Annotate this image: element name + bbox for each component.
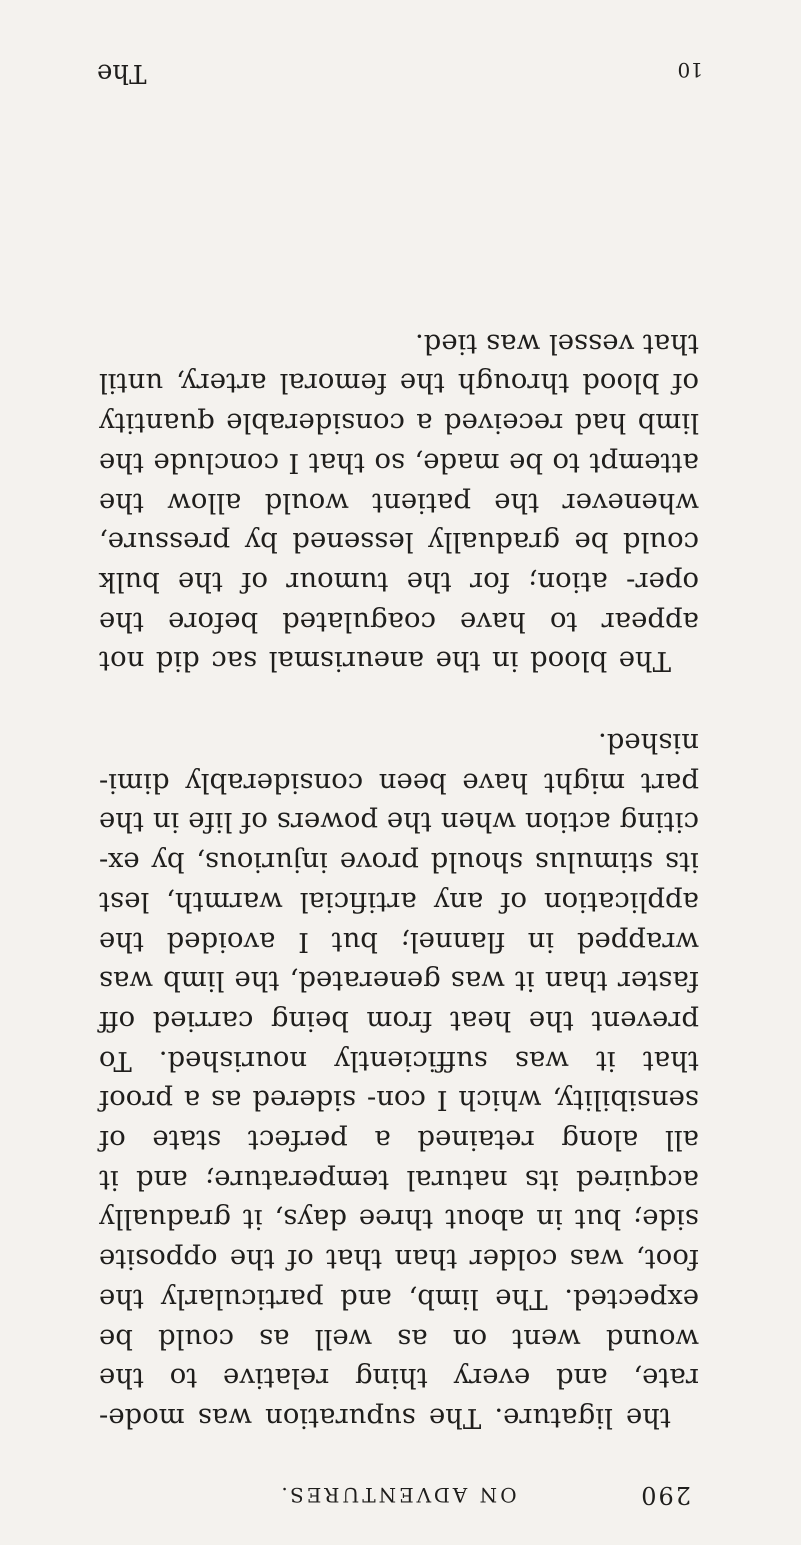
paragraph: the ligature. The supuration was mode- rate, and every thing relative to the wound went on as well as could be expected. The limb, and particularly the foot, was colder than that of the opposite side; but in about three days, it gradually acquired its natural temperature; and it all along retained a perfect state of sensibility, which I con- sidered as a proof that it was sufficiently nourished. To prevent the heat from being carried off faster than it was generated, the limb was wrapped in flannel; but I avoided the application of any artificial warmth, lest its stimulus should prove injurious, by ex- citing action when the powers of life in the part might have been considerably dimi- nished. [99, 727, 699, 1434]
signature-mark: 10 [677, 58, 703, 82]
page-number: 290 [639, 1481, 691, 1509]
body-text [99, 323, 699, 1437]
page-header [104, 1469, 691, 1509]
catchword: The [97, 58, 147, 88]
page-footer [97, 44, 703, 104]
paragraph: The blood in the aneurismal sac did not appear to have coagulated before the oper- ation; for the tumour of the bulk could be gradually lessened by pressure, whenever the patient would allow the attempt to be made, so that I conclude the limb had received a considerable quantity of blood through the femoral artery, until that vessel was tied. [99, 327, 699, 678]
running-head: ON ADVENTURES. [278, 1483, 517, 1507]
